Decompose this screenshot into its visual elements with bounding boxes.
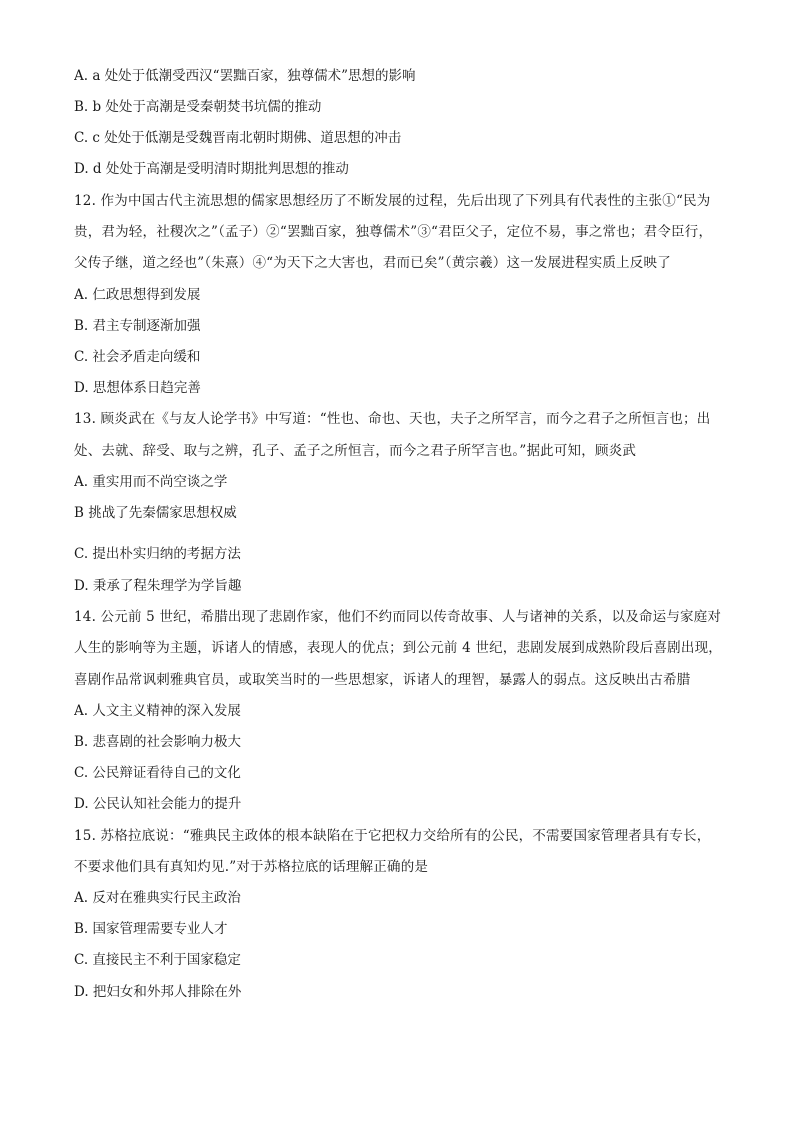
q15-stem-line-2: 不要求他们具有真知灼见.”对于苏格拉底的话理解正确的是: [74, 859, 429, 875]
option-c-prev: C. c 处处于低潮是受魏晋南北朝时期佛、道思想的冲击: [74, 130, 402, 146]
q12-stem-line-2: 贵，君为轻，社稷次之”（孟子）②“罢黜百家，独尊儒术”③“君臣父子，定位不易，事之常也；君令臣行，: [74, 224, 713, 240]
q13-option-a: A. 重实用而不尚空谈之学: [74, 474, 228, 490]
q13-stem-line-2: 处、去就、辞受、取与之辨，孔子、孟子之所恒言，而今之君子所罕言也。”据此可知，顾炎武: [74, 443, 637, 459]
q15-option-d: D. 把妇女和外邦人排除在外: [74, 984, 242, 1000]
q12-option-d: D. 思想体系日趋完善: [74, 380, 201, 396]
q15-stem-line-1: 15. 苏格拉底说：“雅典民主政体的根本缺陷在于它把权力交给所有的公民，不需要国家管理者具有专长，: [74, 828, 711, 844]
q12-option-a: A. 仁政思想得到发展: [74, 287, 201, 303]
q15-option-a: A. 反对在雅典实行民主政治: [74, 890, 241, 906]
option-d-prev: D. d 处处于高潮是受明清时期批判思想的推动: [74, 161, 349, 177]
q15-option-b: B. 国家管理需要专业人才: [74, 921, 228, 937]
option-a-prev: A. a 处处于低潮受西汉“罢黜百家，独尊儒术”思想的影响: [74, 68, 416, 84]
q13-option-b: B 挑战了先秦儒家思想权威: [74, 505, 237, 521]
q12-option-b: B. 君主专制逐渐加强: [74, 318, 201, 334]
q14-option-c: C. 公民辩证看待自己的文化: [74, 765, 241, 781]
q14-option-d: D. 公民认知社会能力的提升: [74, 796, 242, 812]
q14-option-a: A. 人文主义精神的深入发展: [74, 703, 241, 719]
q13-option-d: D. 秉承了程朱理学为学旨趣: [74, 578, 242, 594]
q14-option-b: B. 悲喜剧的社会影响力极大: [74, 734, 242, 750]
q13-stem-line-1: 13. 顾炎武在《与友人论学书》中写道：“性也、命也、天也，夫子之所罕言，而今之君子之所恒言也；出: [74, 411, 711, 427]
q14-stem-line-3: 喜剧作品常讽刺雅典官员，或取笑当时的一些思想家，诉诸人的理智，暴露人的弱点。这反映出古希腊: [74, 672, 691, 688]
option-b-prev: B. b 处处于高潮是受秦朝焚书坑儒的推动: [74, 99, 322, 115]
q12-option-c: C. 社会矛盾走向缓和: [74, 349, 201, 365]
q12-stem-line-1: 12. 作为中国古代主流思想的儒家思想经历了不断发展的过程，先后出现了下列具有代表性的主张①“民为: [74, 193, 711, 209]
q13-option-c: C. 提出朴实归纳的考据方法: [74, 546, 241, 562]
q12-stem-line-3: 父传子继，道之经也”（朱熹）④“为天下之大害也，君而已矣”（黄宗羲）这一发展进程实质上反映了: [74, 255, 671, 271]
q14-stem-line-1: 14. 公元前 5 世纪，希腊出现了悲剧作家，他们不约而同以传奇故事、人与诸神的关系，以及命运与家庭对: [74, 609, 722, 625]
q15-option-c: C. 直接民主不利于国家稳定: [74, 952, 241, 968]
q14-stem-line-2: 人生的影响等为主题，诉诸人的情感，表现人的优点；到公元前 4 世纪，悲剧发展到成熟阶段后喜剧出现，: [74, 640, 722, 656]
